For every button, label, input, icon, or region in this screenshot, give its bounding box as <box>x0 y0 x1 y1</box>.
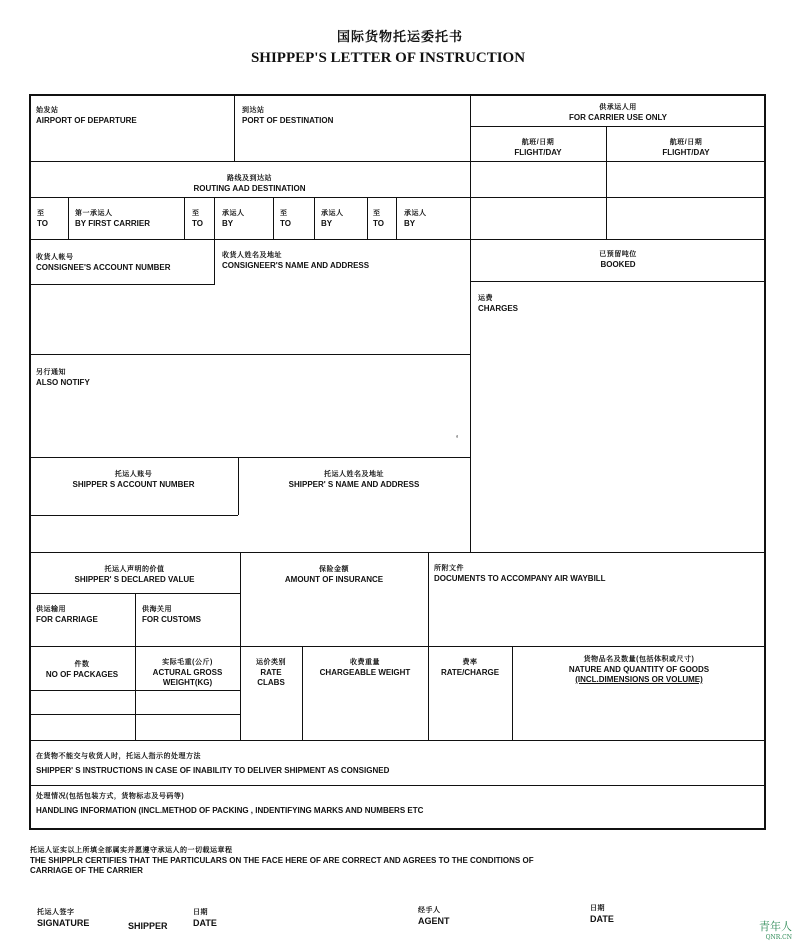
also-notify-label: 另行通知 ALSO NOTIFY <box>36 369 90 387</box>
line <box>68 197 69 239</box>
line <box>29 239 766 240</box>
line <box>29 457 470 458</box>
handling-information-label: 处理情况(包括包装方式，货物标志及号码等) HANDLING INFORMATION (INCL.METHOD OF PACKING , INDENTIFYING MARKS AND NUMBERS ETC <box>36 793 424 815</box>
agent-label: 经手人 AGENT <box>418 907 450 926</box>
signature-label: 托运人签字 SIGNATURE <box>37 909 90 928</box>
chargeable-weight-label: 收费重量 CHARGEABLE WEIGHT <box>319 659 411 677</box>
declared-value-label: 托运人声明的价值 SHIPPER' S DECLARED VALUE <box>74 566 195 584</box>
booked-label: 已预留吨位 BOOKED <box>599 251 637 269</box>
title-english: SHIPPEP'S LETTER OF INSTRUCTION <box>250 50 526 66</box>
line <box>29 785 766 786</box>
date-label-2: 日期 DATE <box>590 905 614 924</box>
carrier-use-only-label: 供承运人用 FOR CARRIER USE ONLY <box>569 104 667 122</box>
date-label-1: 日期 DATE <box>193 909 217 928</box>
route-to-3: 至 TO <box>280 210 291 228</box>
certification-text: 托运人证实以上所填全部属实并愿遵守承运人的一切载运章程 THE SHIPPLR CERTIFIES THAT THE PARTICULARS ON THE FACE HERE OF ARE CORRECT AND AGREES TO THE CONDITIONS OF CARRIAGE OF THE CARRIER <box>30 847 534 875</box>
amount-of-insurance-label: 保险金额 AMOUNT OF INSURANCE <box>284 566 384 584</box>
line <box>29 646 766 647</box>
line <box>314 197 315 239</box>
consignee-name-label: 收货人姓名及地址 CONSIGNEER'S NAME AND ADDRESS <box>222 252 370 270</box>
line <box>29 284 215 285</box>
documents-label: 所附文件 DOCUMENTS TO ACCOMPANY AIR WAYBILL <box>434 565 606 583</box>
pen-mark: ‘ <box>456 434 459 445</box>
route-to-2: 至 TO <box>192 210 203 228</box>
route-to-1: 至 TO <box>37 210 48 228</box>
shipper-account-label: 托运人账号 SHIPPER S ACCOUNT NUMBER <box>72 471 195 489</box>
for-carriage-label: 供运输用 FOR CARRIAGE <box>36 606 98 624</box>
title-chinese: 国际货物托运委托书 <box>336 29 463 44</box>
rate-charge-label: 费率 RATE/CHARGE <box>440 659 500 677</box>
line <box>367 197 368 239</box>
for-customs-label: 供海关用 FOR CUSTOMS <box>142 606 201 624</box>
shipper-name-label: 托运人姓名及地址 SHIPPER' S NAME AND ADDRESS <box>288 471 420 489</box>
line <box>273 197 274 239</box>
line <box>470 281 766 282</box>
route-by-4: 承运人 BY <box>404 210 427 228</box>
line <box>470 94 471 552</box>
charges-label: 运费 CHARGES <box>478 295 519 313</box>
line <box>29 197 470 198</box>
line <box>470 126 766 127</box>
flight-day-label-1: 航班/日期 FLIGHT/DAY <box>514 139 562 157</box>
line <box>29 515 238 516</box>
form-frame <box>29 94 766 830</box>
flight-day-label-2: 航班/日期 FLIGHT/DAY <box>662 139 710 157</box>
line <box>29 354 470 355</box>
line <box>470 197 766 198</box>
shipper-sign-label: SHIPPER <box>128 921 168 931</box>
line <box>234 94 235 161</box>
line <box>214 197 215 284</box>
nature-goods-label: 货物品名及数量(包括体积或尺寸) NATURE AND QUANTITY OF GOODS (INCL.DIMENSIONS OR VOLUME) <box>568 656 710 684</box>
first-carrier-label: 第一承运人 BY FIRST CARRIER <box>75 210 150 228</box>
line <box>184 197 185 239</box>
line <box>29 740 766 741</box>
line <box>29 552 766 553</box>
line <box>428 552 429 740</box>
rate-class-label: 运价类别 RATE CLABS <box>256 659 286 687</box>
route-by-2: 承运人 BY <box>222 210 245 228</box>
packages-label: 件数 NO OF PACKAGES <box>45 661 119 679</box>
routing-label: 路线及到达站 ROUTING AAD DESTINATION <box>193 175 306 193</box>
consignee-account-label: 收货人帐号 CONSIGNEE'S ACCOUNT NUMBER <box>36 254 171 272</box>
line <box>29 161 766 162</box>
inability-instructions-label: 在货物不能交与收货人时，托运人指示的处理方法 SHIPPER' S INSTRUCTIONS IN CASE OF INABILITY TO DELIVER SHIPMENT AS CONSIGNED <box>36 753 390 775</box>
line <box>396 197 397 239</box>
route-to-4: 至 TO <box>373 210 384 228</box>
route-by-3: 承运人 BY <box>321 210 344 228</box>
airport-of-departure-label: 始发站 AIRPORT OF DEPARTURE <box>36 107 137 125</box>
watermark-logo: 青年人 QNR.CN <box>759 920 792 941</box>
gross-weight-label: 实际毛重(公斤) ACTURAL GROSS WEIGHT(KG) <box>152 659 223 687</box>
port-of-destination-label: 到达站 PORT OF DESTINATION <box>242 107 334 125</box>
